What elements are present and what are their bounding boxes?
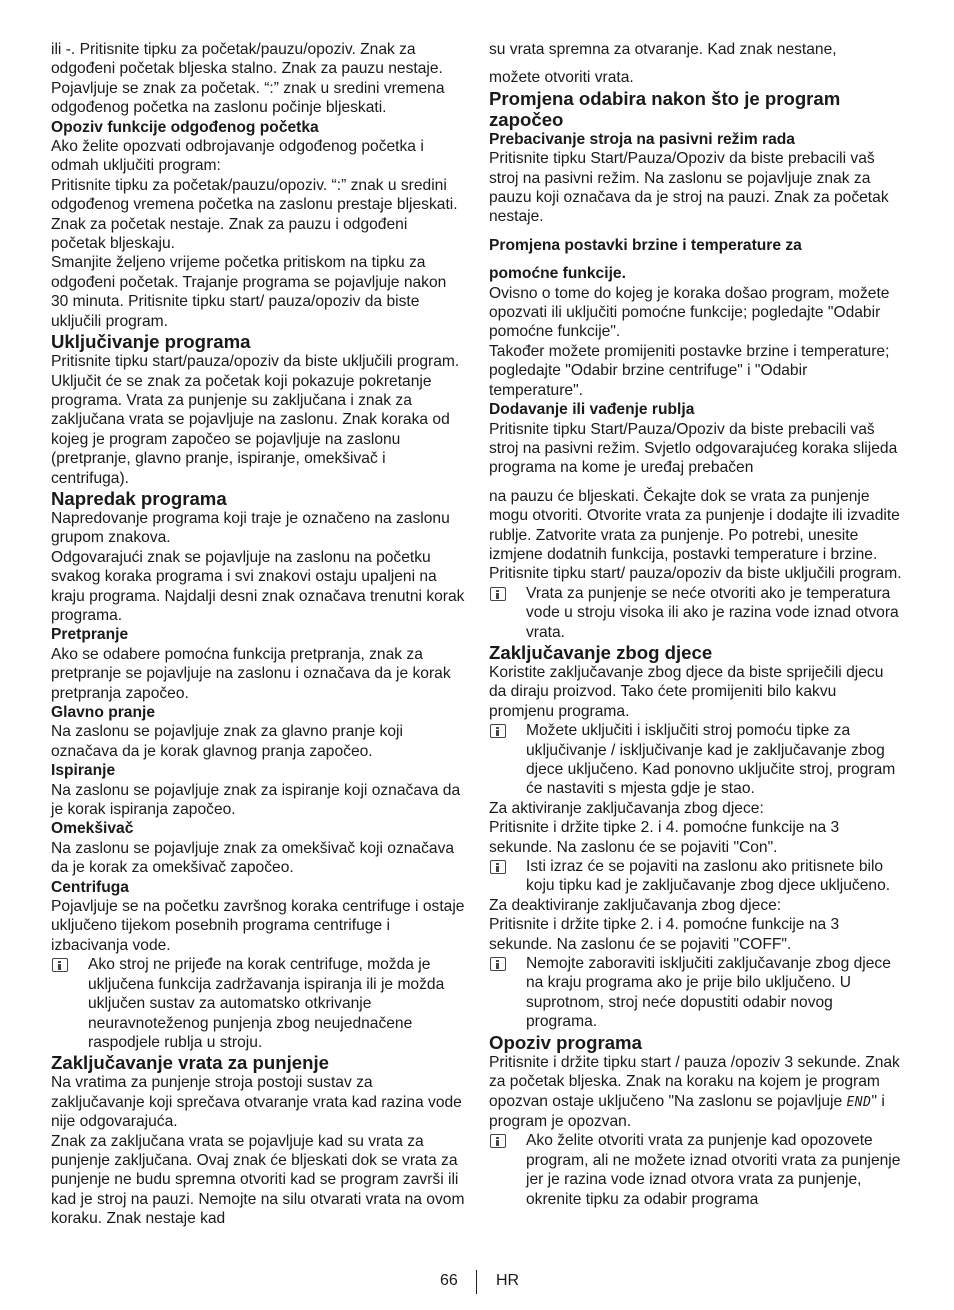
info-icon [490, 587, 506, 601]
body-paragraph: Znak za zaključana vrata se pojavljuje kad su vrata za punjenje zaključana. Ovaj znak će bljeskati dok se vrata za punjenje ne budu spremna otvoriti kad se program završi ili kad je stroj na pauzi. Nemojte na silu otvarati vrata na ovom koraku. Znak nestaje kad [51, 1132, 465, 1228]
info-note-text: Ako želite otvoriti vrata za punjenje kad opozovete program, ali ne možete iznad otvoriti vrata za punjenje jer je razina vode iznad otvora vrata za punjenje, okrenite tipku za odabir programa [526, 1132, 901, 1208]
body-paragraph: Na zaslonu se pojavljuje znak za ispiranje koji označava da je korak ispiranja započeo. [51, 781, 461, 819]
page-number: 66 [440, 1272, 458, 1289]
info-note-text: Isti izraz će se pojaviti na zaslonu ako pritisnete bilo koju tipku kad je zaključavanje zbog djece uključeno. [526, 858, 891, 895]
subheading-promjena-postavki-brzine-i-temperature-z: Promjena postavki brzine i temperature za [489, 236, 802, 254]
subheading-opoziv-funkcije-odgo-enog-po-etka: Opoziv funkcije odgođenog početka [51, 118, 319, 136]
info-note [489, 857, 904, 896]
body-paragraph: Koristite zaključavanje zbog djece da biste spriječili djecu da diraju proizvod. Tako ćete promijeniti bilo kakvu promjenu programa. [489, 663, 884, 720]
body-paragraph: Za deaktiviranje zaključavanja zbog djece: [489, 896, 782, 914]
body-paragraph: ili -. Pritisnite tipku za početak/pauzu/opoziv. Znak za odgođeni početak bljeska stalno. Znak za pauzu nestaje. Pojavljuje se znak za početak. “:” znak u sredini vremena odgođenog početka na zaslonu počinje bljeskati. [51, 41, 445, 117]
info-icon [490, 957, 506, 971]
body-paragraph: Pojavljuje se na početku završnog koraka centrifuge i ostaje uključeno tijekom posebnih programa centrifuge i izbacivanja vode. [51, 898, 465, 954]
info-note [489, 721, 904, 799]
body-paragraph: Za aktiviranje zaključavanja zbog djece: [489, 799, 764, 817]
info-icon [490, 1134, 506, 1148]
body-paragraph: Na vratima za punjenje stroja postoji sustav za zaključavanje koji sprečava otvaranje vrata kad razina vode nije odgovarajuća. [51, 1074, 462, 1131]
info-icon [490, 724, 506, 738]
info-icon [490, 860, 506, 874]
info-note [489, 954, 904, 1032]
paragraph-text-end: " i program je opozvan. [489, 1092, 885, 1130]
section-heading-zaklju-avanje-vrata-za-punjenje: Zaključavanje vrata za punjenje [51, 1052, 329, 1074]
body-paragraph: Ovisno o tome do kojeg je koraka došao program, možete opozvati ili uključiti pomoćne funkcije; pogledajte "Odabir pomoćne funkcije". [489, 284, 890, 341]
info-note [51, 955, 466, 1052]
section-heading-napredak-programa: Napredak programa [51, 487, 227, 509]
body-paragraph: su vrata spremna za otvaranje. Kad znak nestane, [489, 41, 837, 58]
paragraph-text: Pritisnite i držite tipku start / pauza /opoziv 3 sekunde. Znak za početak bljeska. Znak na koraku na kojem je program opozvan ostaje uključeno "Na zaslonu se pojavljuje [489, 1053, 900, 1110]
subheading-centrifuga: Centrifuga [51, 878, 129, 896]
info-icon [52, 958, 68, 972]
info-note [489, 1131, 904, 1209]
subheading-omek-iva: Omekšivač [51, 820, 134, 838]
body-paragraph: Smanjite željeno vrijeme početka pritiskom na tipku za odgođeni početak. Trajanje programa se pojavljuje nakon 30 minuta. Pritisnite tipku start/ pauza/opoziv da biste uključili program. [51, 254, 447, 330]
subheading-dodavanje-ili-va-enje-rublja: Dodavanje ili vađenje rublja [489, 401, 695, 419]
spacer [489, 478, 904, 487]
section-heading-uklju-ivanje-programa: Uključivanje programa [51, 331, 251, 353]
section-heading-zaklju-avanje-zbog-djece: Zaključavanje zbog djece [489, 641, 713, 663]
subheading-pomo-ne-funkcije: pomoćne funkcije. [489, 265, 626, 283]
body-paragraph [489, 1053, 904, 1132]
body-paragraph: Pritisnite tipku za početak/pauzu/opoziv. “:” znak u sredini odgođenog vremena početka na zaslonu prestaje bljeskati. Znak za početak nestaje. Znak za pauzu i odgođeni početak bljeskaju. [51, 176, 458, 253]
section-heading-promjena-odabira-nakon-to-je-program-zap: Promjena odabira nakon što je program započeo [489, 87, 841, 130]
info-note-text: Nemojte zaboraviti isključiti zaključavanje zbog djece na kraju programa ako je prije bilo uključeno. U suprotnom, stroj neće dopustiti odabir novog programa. [526, 955, 891, 1031]
language-code: HR [496, 1272, 520, 1289]
body-paragraph: Pritisnite tipku Start/Pauza/Opoziv da biste prebacili vaš stroj na pasivni režim. Svjetlo odgovarajućeg koraka slijeda programa na kome je uređaj prebačen [489, 420, 898, 477]
left-column [51, 40, 466, 1229]
subheading-glavno-pranje: Glavno pranje [51, 704, 155, 721]
info-note-text: Vrata za punjenje se neće otvoriti ako je temperatura vode u stroju visoka ili ako je razina vode iznad otvora vrata. [526, 584, 899, 641]
body-paragraph: Pritisnite tipku start/pauza/opoziv da biste uključili program. Uključit će se znak za početak koji pokazuje pokretanje programa. Vrata za punjenje su zaključana i znak za zaključana vrata se pojavljuje na zaslonu. Znak koraka od kojeg je program započeo se pojavljuje na zaslonu (pretpranje, glavno pranje, ispiranje, omekšivač i centrifuga). [51, 353, 460, 487]
body-paragraph: Pritisnite i držite tipke 2. i 4. pomoćne funkcije na 3 sekunde. Na zaslonu će se pojaviti "Con". [489, 819, 840, 856]
right-column [489, 40, 904, 1209]
section-heading-opoziv-programa: Opoziv programa [489, 1031, 642, 1053]
body-paragraph: Ako želite opozvati odbrojavanje odgođenog početka i odmah uključiti program: [51, 138, 424, 175]
page-footer [0, 1270, 954, 1296]
display-end-code: END [846, 1094, 872, 1110]
spacer [489, 255, 904, 264]
body-paragraph: Također možete promijeniti postavke brzine i temperature; pogledajte "Odabir brzine centrifuge" i "Odabir temperature". [489, 342, 890, 399]
body-paragraph: Odgovarajući znak se pojavljuje na zaslonu na početku svakog koraka programa i svi znakovi ostaju upaljeni na kraju programa. Najdalji desni znak označava trenutni korak programa. [51, 548, 465, 624]
spacer [489, 227, 904, 236]
body-paragraph: Ako se odabere pomoćna funkcija pretpranja, znak za pretpranje se pojavljuje na zaslonu i označava da je korak pretpranja započeo. [51, 645, 451, 702]
body-paragraph: Na zaslonu se pojavljuje znak za omekšivač koji označava da je korak za omekšivač započeo. [51, 839, 455, 877]
body-paragraph: Na zaslonu se pojavljuje znak za glavno pranje koji označava da je korak glavnog pranja započeo. [51, 723, 403, 760]
info-note [489, 584, 904, 642]
subheading-prebacivanje-stroja-na-pasivni-re-im-rad: Prebacivanje stroja na pasivni režim rada [489, 130, 795, 148]
body-paragraph: Napredovanje programa koji traje je označeno na zaslonu grupom znakova. [51, 509, 450, 547]
subheading-ispiranje: Ispiranje [51, 762, 116, 780]
body-paragraph: Pritisnite i držite tipke 2. i 4. pomoćne funkcije na 3 sekunde. Na zaslonu će se pojaviti "COFF". [489, 916, 840, 953]
body-paragraph: Pritisnite tipku Start/Pauza/Opoziv da biste prebacili vaš stroj na pasivni režim. Na zaslonu se pojavljuje znak za pauzu koji označava da je stroj na pauzi. Znak za početak nestaje. [489, 150, 889, 226]
subheading-pretpranje: Pretpranje [51, 626, 129, 644]
body-paragraph: na pauzu će bljeskati. Čekajte dok se vrata za punjenje mogu otvoriti. Otvorite vrata za punjenje i dodajte ili izvadite rublje. Zatvorite vrata za punjenje. Po potrebi, unesite izmjene dodatnih funkcija, postavki temperature i brzine. Pritisnite tipku start/ pauza/opoziv da biste uključili program. [489, 487, 902, 583]
info-note-text: Ako stroj ne prijeđe na korak centrifuge, možda je uključena funkcija zadržavanja ispiranja ili je možda uključen sustav za automatsko otkrivanje neuravnoteženog punjenja zbog neujednačene raspodjele rublja u stroju. [88, 956, 445, 1051]
spacer [489, 59, 904, 68]
body-paragraph: možete otvoriti vrata. [489, 69, 634, 87]
info-note-text: Možete uključiti i isključiti stroj pomoću tipke za uključivanje / isključivanje kad je zaključavanje zbog djece uključeno. Kad ponovno uključite stroj, program će nastaviti s mjesta gdje je stao. [526, 722, 896, 798]
footer-divider [476, 1270, 477, 1294]
